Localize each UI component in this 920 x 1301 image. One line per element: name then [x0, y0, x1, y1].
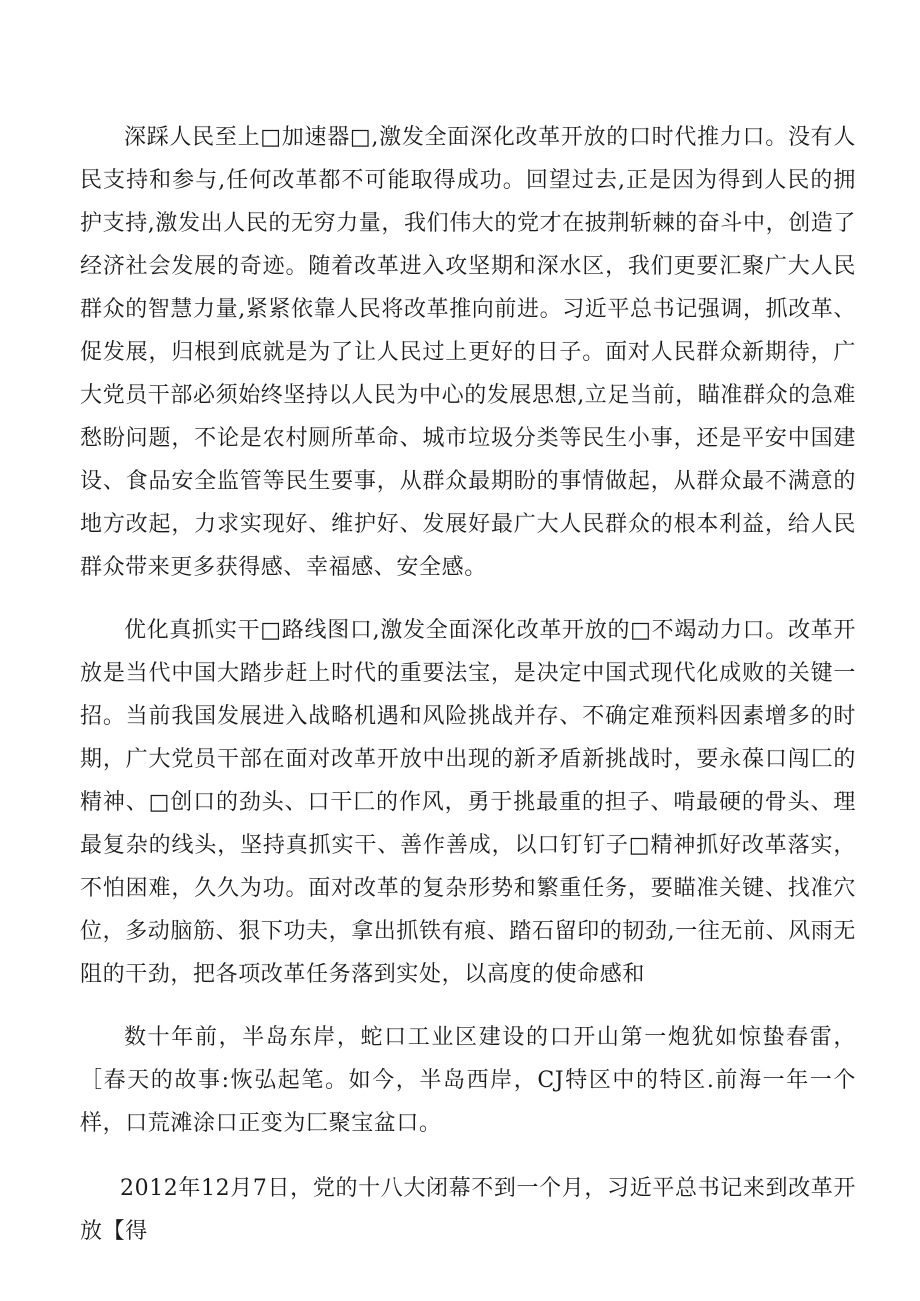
document-body: [80, 116, 856, 1253]
paragraph-people-first: 深踩人民至上□加速器□,激发全面深化改革开放的口时代推力口。没有人民支持和参与,任何改革都不可能取得成功。回望过去,正是因为得到人民的拥护支持,激发出人民的无穷力量，我们伟大的党才在披荆斩棘的奋斗中，创造了经济社会发展的奇迹。随着改革进入攻坚期和深水区，我们更要汇聚广大人民群众的智慧力量,紧紧依靠人民将改革推向前进。习近平总书记强调，抓改革、促发展，归根到底就是为了让人民过上更好的日子。面对人民群众新期待，广大党员干部必须始终坚持以人民为中心的发展思想,立足当前，瞄准群众的急难愁盼问题，不论是农村厕所革命、城市垃圾分类等民生小事，还是平安中国建设、食品安全监管等民生要事，从群众最期盼的事情做起，从群众最不满意的地方改起，力求实现好、维护好、发展好最广大人民群众的根本利益，给人民群众带来更多获得感、幸福感、安全感。: [80, 125, 856, 580]
paragraph-shekou: 数十年前，半岛东岸，蛇口工业区建设的口开山第一炮犹如惊蛰春雷，［春天的故事:恢弘起笔。如今，半岛西岸，CJ特区中的特区.前海一年一个样，口荒滩涂口正变为匚聚宝盆口。: [80, 1025, 856, 1136]
paragraph-hard-work: 优化真抓实干□路线图口,激发全面深化改革开放的□不竭动力口。改革开放是当代中国大踏步赶上时代的重要法宝，是决定中国式现代化成败的关键一招。当前我国发展进入战略机遇和风险挑战并存、不确定难预料因素增多的时期，广大党员干部在面对改革开放中出现的新矛盾新挑战时，要永葆口闯匚的精神、□创口的劲头、口干匚的作风，勇于挑最重的担子、啃最硬的骨头、理最复杂的线头，坚持真抓实干、善作善成，以口钉钉子□精神抓好改革落实，不怕困难，久久为功。面对改革的复杂形势和繁重任务，要瞄准关键、找准穴位，多动脑筋、狠下功夫，拿出抓铁有痕、踏石留印的韧劲,一往无前、风雨无阻的干劲，把各项改革任务落到实处，以高度的使命感和: [80, 618, 856, 987]
paragraph-2012: 2012年12月7日，党的十八大闭幕不到一个月，习近平总书记来到改革开放【得: [80, 1176, 856, 1244]
